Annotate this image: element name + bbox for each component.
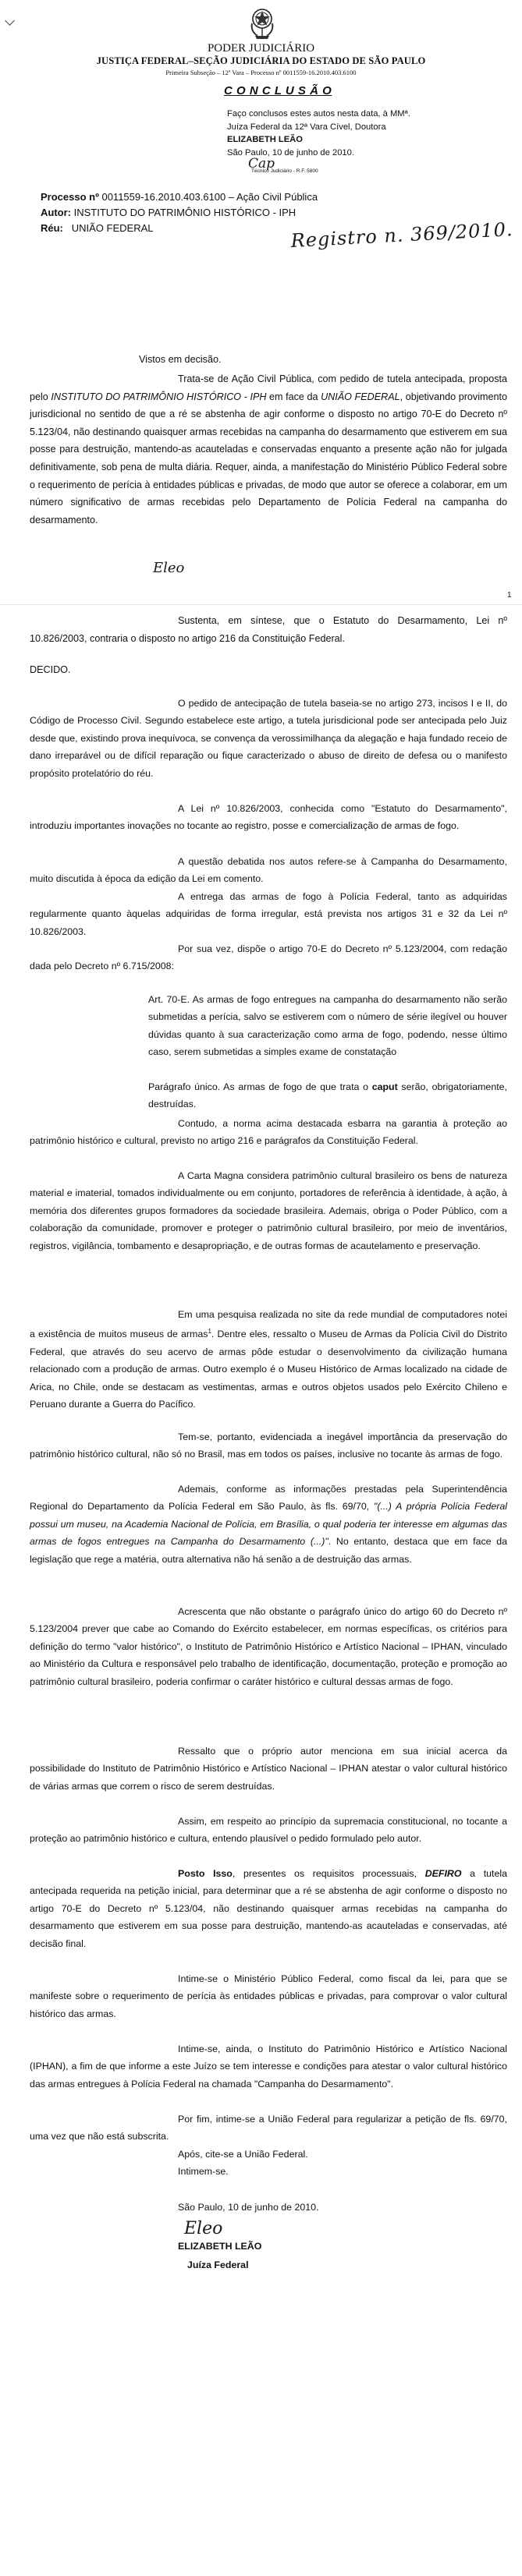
header-institution: PODER JUDICIÁRIO [207, 42, 315, 55]
ademais-text-b: . No entanto, destaca que em face da legislação que rege a matéria, outra alternativa não há senão a de destruição das armas. [30, 1536, 507, 1565]
author-value: INSTITUTO DO PATRIMÔNIO HISTÓRICO - IPH [73, 207, 297, 218]
conclusao-line-2: Juíza Federal da 12ª Vara Cível, Doutora [227, 122, 386, 132]
carta-paragraph: A Carta Magna considera patrimônio cultural brasileiro os bens de natureza material e imaterial, tomados individualmente ou em conjunto, portadores de referência à identidade, à ação, à memória dos diferentes grupos formadores da sociedade brasileira. Ademais, obriga o Poder Público, com a colaboração da comunidade, promover e proteger o patrimônio cultural brasileiro, por meio de inventários, registros, vigilância, tombamento e desapropriação, e de outras formas de acautelamento e preservação. [30, 1170, 507, 1251]
relatorio-paragraph [30, 370, 507, 529]
pesquisa-paragraph [30, 1306, 507, 1414]
relatorio-text-c: , objetivando provimento jurisdicional no sentido de que a ré se abstenha de agir conforme o disposto no artigo 70-E do Decreto nº 5.123/04, não destinando quaisquer armas recebidas na campanha do desarmamento que estiverem em sua posse para destruição, mantendo-as acauteladas e conservadas enquanto a presente ação não for julgada definitivamente, sob pena de multa diária. Requer, ainda, a manifestação do Ministério Público Federal sobre o requerimento de perícia à entidades públicas e privadas, de modo que autor se oferece a colaborar, em um número significativo de armas recebidas pelo Departamento de Polícia Federal na campanha do desarmamento. [30, 391, 507, 525]
questao-paragraph: A questão debatida nos autos refere-se à Campanha do Desarmamento, muito discutida à época da edição da Lei em comento. [30, 856, 507, 885]
pesquisa-text-a: Em uma pesquisa realizada no site da rede mundial de computadores notei a existência de muitos museus de armas [30, 1309, 507, 1340]
porfim-paragraph: Por fim, intime-se a União Federal para regularizar a petição de fls. 69/70, uma vez que não está subscrita. [30, 2114, 507, 2143]
ademais-text-a: Ademais, conforme as informações prestadas pela Superintendência Regional do Departamento da Polícia Federal em São Paulo, às fls. 69/70, [30, 1484, 507, 1513]
author-row [41, 205, 493, 221]
relatorio-reu: UNIÃO FEDERAL [321, 391, 400, 402]
quote-paragrafo-unico [148, 1078, 507, 1113]
posto-isso-lead: Posto Isso [178, 1868, 233, 1879]
sustenta-paragraph: Sustenta, em síntese, que o Estatuto do Desarmamento, Lei nº 10.826/2003, contraria o disposto no artigo 216 da Constituição Federal. [30, 615, 507, 644]
conclusao-date: São Paulo, 10 de junho de 2010. [227, 147, 354, 157]
porsua-paragraph: Por sua vez, dispõe o artigo 70-E do Decreto nº 5.123/2004, com redação dada pelo Decreto nº 6.715/2008: [30, 943, 507, 972]
author-label: Autor: [41, 207, 71, 218]
temse-paragraph: Tem-se, portanto, evidenciada a inegável importância da preservação do patrimônio histórico cultural, não só no Brasil, mas em todos os países, inclusive no tocante às armas de fogo. [30, 1431, 507, 1460]
ademais-quote: "(...) A própria Polícia Federal possui um museu, na Academia Nacional de Polícia, em Brasília, o qual poderia ter interesse em algumas das armas de fogos entregues na Campanha do Desarmamento (...)" [30, 1501, 508, 1548]
process-value: 0011559-16.2010.403.6100 – Ação Civil Pública [101, 191, 318, 203]
quote-par-text-a: Parágrafo único. As armas de fogo de que trata o [148, 1081, 372, 1092]
reu-label: Réu: [41, 222, 63, 234]
conclusao-block [227, 108, 492, 159]
ressalto-paragraph: Ressalto que o próprio autor menciona em sua inicial acerca da possibilidade do Instituto de Patrimônio Histórico e Artístico Nacional – IPHAN atestar o valor cultural histórico de várias armas que correm o risco de serem destruídas. [30, 1746, 507, 1792]
footnote-marker: 1 [208, 1328, 211, 1336]
judge-title: Juíza Federal [187, 2259, 249, 2270]
quote-article-70e: Art. 70-E. As armas de fogo entregues na campanha do desarmamento não serão submetidas a perícia, salvo se estiverem com o número de série ilegível ou houver dúvidas quanto à sua caracterização como arma de fogo, podendo, nesse último caso, serem submetidas a simples exame de constatação [148, 994, 507, 1058]
intime-iphan-paragraph: Intime-se, ainda, o Instituto do Patrimônio Histórico e Artístico Nacional (IPHAN), a fim de que informe a este Juízo se tem interesse e condições para atestar o valor cultural histórico das armas entregues à Polícia Federal na chamada "Campanha do Desarmamento". [30, 2043, 507, 2089]
relatorio-text-b: em face da [266, 391, 321, 402]
intime-mpf-paragraph: Intime-se o Ministério Público Federal, como fiscal da lei, para que se manifeste sobre o requerimento de perícia às entidades públicas e privadas, para comprovar o valor cultural histórico das armas. [30, 1973, 507, 2019]
coat-of-arms-icon [247, 5, 277, 41]
posto-isso-paragraph [30, 1865, 507, 1952]
page-number: 1 [507, 591, 512, 600]
judge-signature: Eleo [184, 2219, 223, 2238]
entrega-paragraph: A entrega das armas de fogo à Polícia Federal, tanto as adquiridas regularmente quanto àquelas adquiridas de forma irregular, está prevista nos artigos 31 e 32 da Lei nº 10.826/2003. [30, 891, 507, 937]
decido-heading: DECIDO. [30, 664, 71, 675]
pesquisa-text-b: . Dentre eles, ressalto o Museu de Armas da Polícia Civil do Distrito Federal, que através do seu acervo de armas pôde estudar o desenvolvimento da civilização humana relacionado com a produção de armas. Outro exemplo é o Museu Histórico de Armas localizado na cidade de Arica, no Chile, onde se destacam as vestimentas, armas e outros objetos usados pelo Exército Chileno e Peruano durante a Guerra do Pacífico. [30, 1329, 508, 1410]
conclusao-title: C O N C L U S Ã O [224, 84, 332, 97]
conclusao-line-1: Faço conclusos estes autos nesta data, à MMª. [227, 109, 410, 119]
process-label: Processo nº [41, 191, 99, 203]
handwritten-registry-note: Registro n. 369/2010. [290, 218, 514, 252]
pedido-paragraph: O pedido de antecipação de tutela baseia-se no artigo 273, incisos I e II, do Código de Processo Civil. Segundo estabelece este artigo, a tutela jurisdicional pode ser antecipada pelo Juiz desde que, existindo prova inequívoca, se convença da verossimilhança da alegação e haja fundado receio de dano irreparável ou de difícil reparação ou fique caracterizado o abuso de direito de defesa ou o manifesto propósito protelatório do réu. [30, 698, 507, 779]
defiro-word: DEFIRO [424, 1868, 462, 1879]
acresce-paragraph: Acrescenta que não obstante o parágrafo único do artigo 60 do Decreto nº 5.123/2004 prever que cabe ao Comando do Exército estabelecer, em normas específicas, os critérios para definição do termo "valor histórico", o Instituto de Patrimônio Histórico e Artístico Nacional – IPHAN, vinculado ao Ministério da Cultura e responsável pelo trabalho de identificação, documentação, proteção e promoção ao patrimônio cultural brasileiro, poderia confirmar o caráter histórico e cultural dessas armas de fogo. [30, 1606, 507, 1687]
page-break [0, 604, 522, 605]
header-subsection: Primeira Subseção – 12ª Vara – Processo nº 0011559-16.2010.403.6100 [165, 69, 357, 76]
reu-value: UNIÃO FEDERAL [71, 222, 154, 234]
relatorio-text-a: Trata-se de Ação Civil Pública, com pedido de tutela antecipada, proposta pelo [30, 373, 507, 402]
apos-line: Após, cite-se a União Federal. [178, 2149, 308, 2160]
quote-par-caput: caput [371, 1081, 398, 1092]
judge-name: ELIZABETH LEÃO [178, 2241, 262, 2252]
conclusao-tech-line: Técnico Judiciário - R.F. 5800 [251, 168, 318, 174]
lei-paragraph: A Lei nº 10.826/2003, conhecida como "Estatuto do Desarmamento", introduziu importantes inovações no tocante ao registro, posse e comercialização de armas de fogo. [30, 803, 507, 832]
header-court: JUSTIÇA FEDERAL–SEÇÃO JUDICIÁRIA DO ESTADO DE SÃO PAULO [96, 55, 426, 66]
vistos-paragraph: Vistos em decisão. [139, 354, 222, 365]
closing-date: São Paulo, 10 de junho de 2010. [178, 2202, 319, 2213]
staple-mark [5, 16, 15, 26]
contudo-paragraph: Contudo, a norma acima destacada esbarra na garantia à proteção ao patrimônio histórico e cultural, previsto no artigo 216 e parágrafos da Constituição Federal. [30, 1118, 507, 1147]
intimem-line: Intimem-se. [178, 2166, 229, 2177]
process-row [41, 189, 493, 205]
assim-paragraph: Assim, em respeito ao princípio da supremacia constitucional, no tocante a proteção ao patrimônio histórico e cultura, entendo plausível o pedido formulado pelo autor. [30, 1816, 507, 1845]
relatorio-author: INSTITUTO DO PATRIMÔNIO HISTÓRICO - IPH [51, 391, 267, 402]
posto-text-a: , presentes os requisitos processuais, [232, 1868, 425, 1879]
conclusao-signature: Cap [248, 156, 275, 172]
conclusao-judge-name: ELIZABETH LEÃO [227, 135, 303, 144]
ademais-paragraph [30, 1481, 507, 1568]
quote-par-text-b: serão, obrigatoriamente, destruídas. [148, 1081, 507, 1110]
page-initial-signature: Eleo [153, 560, 185, 576]
posto-text-b: a tutela antecipada requerida na petição inicial, para determinar que a ré se abstenha de agir conforme o disposto no artigo 70-E do Decreto nº 5.123/04, não destinando quaisquer armas recebidas na campanha do desarmamento que estiverem em sua posse para destruição, mantendo-as acauteladas e conservadas, até decisão final. [30, 1868, 508, 1949]
